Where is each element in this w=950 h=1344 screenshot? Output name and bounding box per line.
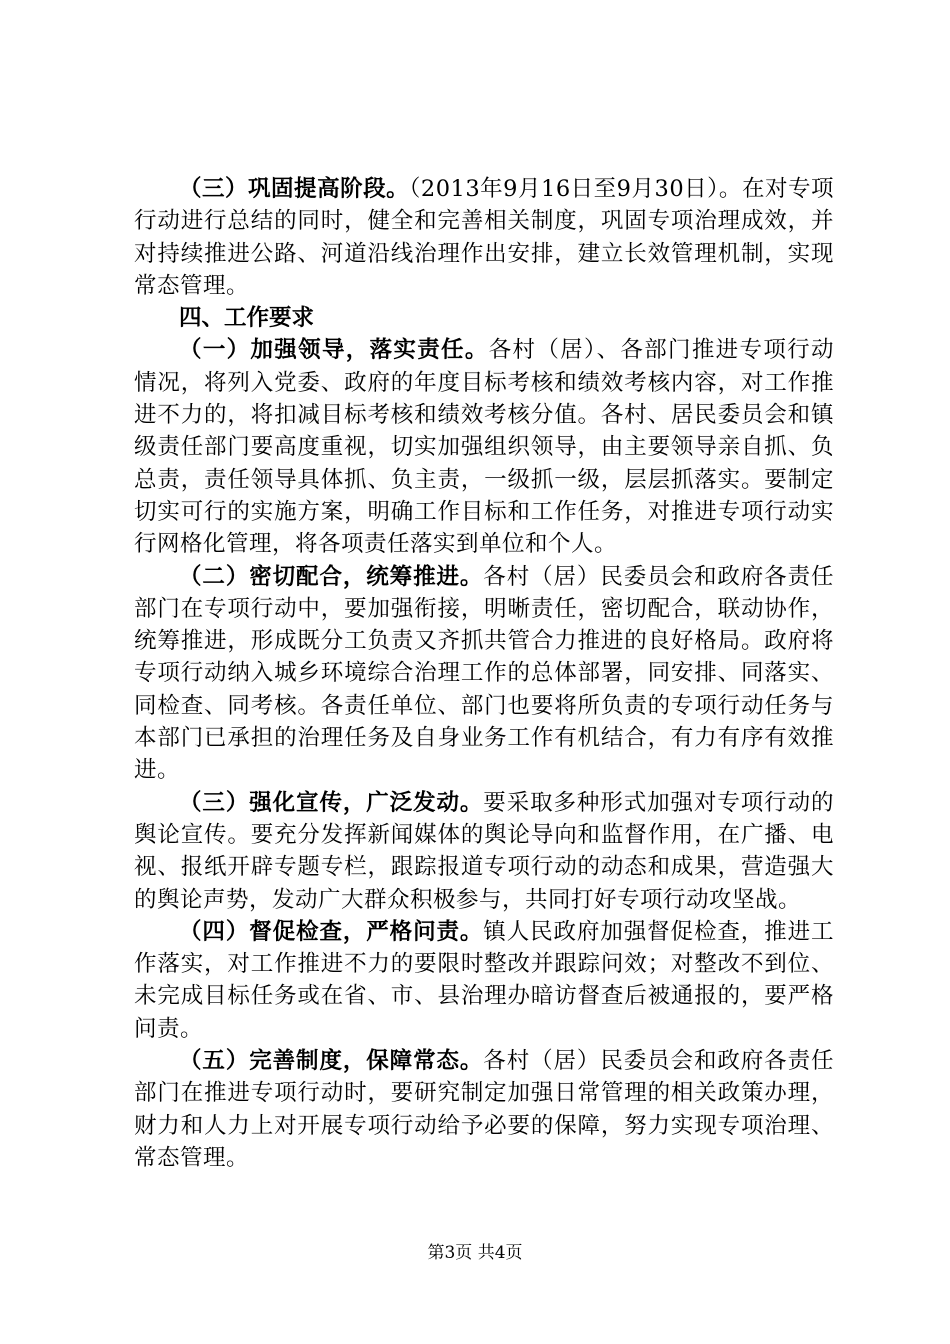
paragraph-lead: （三）巩固提高阶段。 bbox=[179, 176, 410, 202]
paragraph-lead: （一）加强领导，落实责任。 bbox=[179, 337, 489, 364]
paragraph-consolidation-stage bbox=[134, 173, 834, 302]
paragraph-lead: （五）完善制度，保障常态。 bbox=[179, 1048, 484, 1075]
paragraph-text: 要采取多种形式加强对专项行动的舆论宣传。要充分发挥新闻媒体的舆论导向和监督作用，在广播、电视、报纸开辟专题专栏，跟踪报道专项行动的动态和成果，营造强大的舆论声势，发动广大群众积极参与，共同打好专项行动攻坚战。 bbox=[134, 789, 834, 913]
paragraph-text: （2013年9月16日至9月30日）。在对专项行动进行总结的同时，健全和完善相关制度，巩固专项治理成效，并对持续推进公路、河道沿线治理作出安排，建立长效管理机制，实现常态管理。 bbox=[134, 176, 834, 299]
paragraph-text: 各村（居）民委员会和政府各责任部门在专项行动中，要加强衔接，明晰责任，密切配合，联动协作，统筹推进，形成既分工负责又齐抓共管合力推进的良好格局。政府将专项行动纳入城乡环境综合治理工作的总体部署，同安排、同落实、同检查、同考核。各责任单位、部门也要将所负责的专项行动任务与本部门已承担的治理任务及自身业务工作有机结合，有力有序有效推进。 bbox=[134, 563, 834, 784]
paragraph-lead: （四）督促检查，严格问责。 bbox=[179, 918, 484, 945]
page-footer bbox=[0, 1242, 950, 1264]
paragraph-requirement-4 bbox=[134, 916, 834, 1045]
paragraph-text: 各村（居）、各部门推进专项行动情况，将列入党委、政府的年度目标考核和绩效考核内容，对工作推进不力的，将扣减目标考核和绩效考核分值。各村、居民委员会和镇级责任部门要高度重视，切实加强组织领导，由主要领导亲自抓、负总责，责任领导具体抓、负主责，一级抓一级，层层抓落实。要制定切实可行的实施方案，明确工作目标和工作任务，对推进专项行动实行网格化管理，将各项责任落实到单位和个人。 bbox=[134, 337, 834, 558]
page-number-label: 第3页 共4页 bbox=[427, 1243, 523, 1263]
paragraph-requirement-1 bbox=[134, 334, 834, 560]
paragraph-lead: （二）密切配合，统筹推进。 bbox=[179, 563, 484, 590]
paragraph-text: 镇人民政府加强督促检查，推进工作落实，对工作推进不力的要限时整改并跟踪问效；对整改不到位、未完成目标任务或在省、市、县治理办暗访督查后被通报的，要严格问责。 bbox=[134, 918, 834, 1042]
paragraph-requirement-5 bbox=[134, 1045, 834, 1174]
paragraph-lead: （三）强化宣传，广泛发动。 bbox=[179, 789, 484, 816]
paragraph-text: 各村（居）民委员会和政府各责任部门在推进专项行动时，要研究制定加强日常管理的相关政策办理，财力和人力上对开展专项行动给予必要的保障，努力实现专项治理、常态管理。 bbox=[134, 1048, 834, 1171]
section-heading: 四、工作要求 bbox=[179, 305, 315, 332]
paragraph-requirement-2 bbox=[134, 561, 834, 787]
paragraph-requirement-3 bbox=[134, 787, 834, 916]
document-body bbox=[134, 173, 834, 1174]
